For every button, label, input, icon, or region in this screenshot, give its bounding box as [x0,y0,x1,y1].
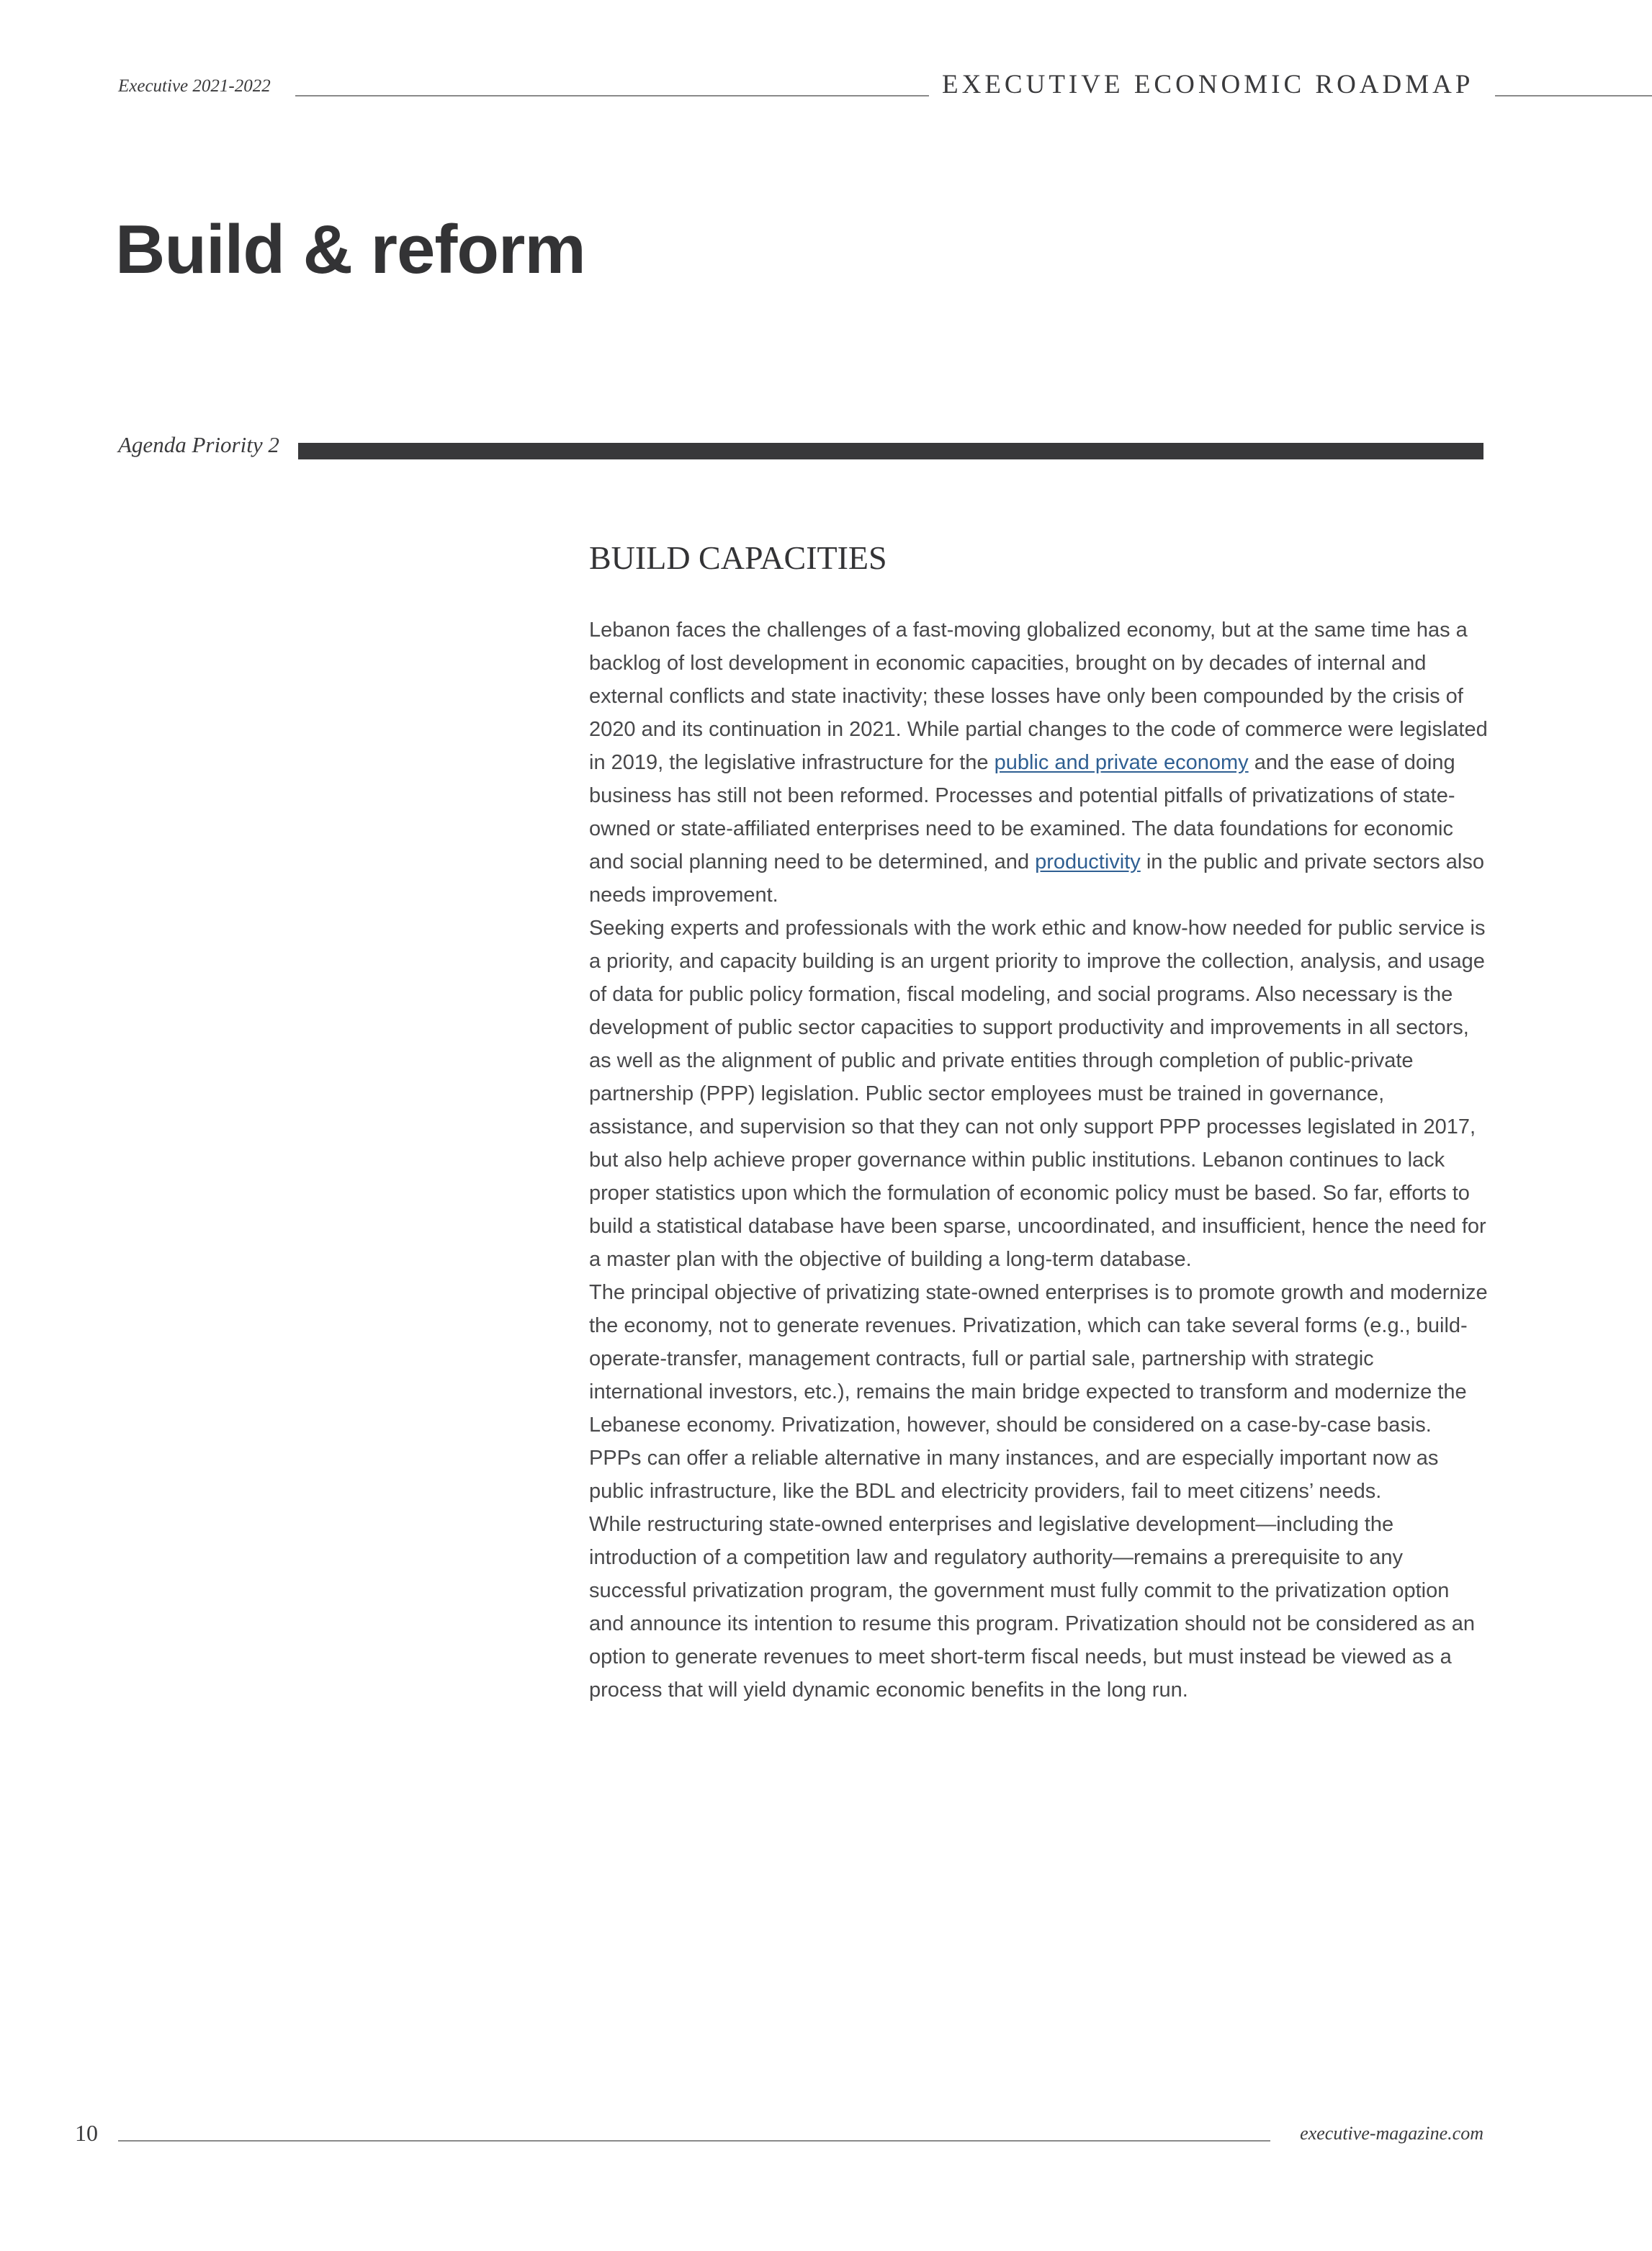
page-title: Build & reform [115,211,585,288]
paragraph-3: The principal objective of privatizing state-owned enterprises is to promote growth and modernize the economy, not to generate revenues. Privatization, which can take several forms (e.g., build-operate-transfer, management contracts, full or partial sale, partnership with strategic international investors, etc.), remains the main bridge expected to transform and modernize the Lebanese economy. Privatization, however, should be considered on a case-by-case basis. [589,1281,1488,1437]
paragraph-1-text-a: Lebanon faces the challenges of a fast-moving globalized economy, but at the same time has a backlog of lost development in economic capacities, brought on by decades of internal and external conflicts and state inactivity; these losses have only been compounded by the crisis of 2020 and its continuation in 2021. While partial changes to the code of commerce were legislated in 2019, the legislative infrastructure for the [589,619,1488,774]
page-number: 10 [75,2120,98,2146]
article-body [589,614,1489,1707]
paragraph-2: Seeking experts and professionals with the work ethic and know-how needed for public service is a priority, and capacity building is an urgent priority to improve the collection, analysis, and usage of data for public policy formation, fiscal modeling, and social programs. Also necessary is the development of public sector capacities to support productivity and improvements in all sectors, as well as the alignment of public and private entities through completion of public-private partnership (PPP) legislation. Public sector employees must be trained in governance, assistance, and supervision so that they can not only support PPP processes legislated in 2017, but also help achieve proper governance within public institutions. Lebanon continues to lack proper statistics upon which the formulation of economic policy must be based. So far, efforts to build a statistical database have been sparse, uncoordinated, and insufficient, hence the need for a master plan with the objective of building a long-term database. [589,917,1486,1271]
paragraph-4: PPPs can offer a reliable alternative in many instances, and are especially important now as public infrastructure, like the BDL and electricity providers, fail to meet citizens’ needs. [589,1447,1439,1503]
productivity-link[interactable]: productivity [1035,850,1141,873]
header-rule-left [295,95,929,96]
footer-website: executive-magazine.com [1300,2123,1483,2144]
header-rule-right [1495,95,1652,96]
paragraph-1-text-b: and the ease of doing business has still not been reformed. Processes and potential pitfalls of privatizations of state-owned or state-affiliated enterprises need to be examined. The data foundations for economic and social planning need to be determined, and [589,751,1455,873]
section-heading: BUILD CAPACITIES [589,539,887,576]
footer-rule [118,2140,1270,2142]
agenda-divider-bar [298,443,1483,459]
header-section-title: EXECUTIVE ECONOMIC ROADMAP [942,70,1474,99]
public-private-economy-link[interactable]: public and private economy [994,751,1249,774]
header-publication-label: Executive 2021-2022 [118,76,271,96]
agenda-priority-label: Agenda Priority 2 [118,432,279,457]
paragraph-1-text-c: in the public and private sectors also needs improvement. [589,850,1484,907]
paragraph-1 [589,614,1489,912]
paragraph-5: While restructuring state-owned enterprises and legislative development—including the introduction of a competition law and regulatory authority—remains a prerequisite to any successful privatization program, the government must fully commit to the privatization option and announce its intention to resume this program. Privatization should not be considered as an option to generate revenues to meet short-term fiscal needs, but must instead be viewed as a process that will yield dynamic economic benefits in the long run. [589,1513,1476,1702]
